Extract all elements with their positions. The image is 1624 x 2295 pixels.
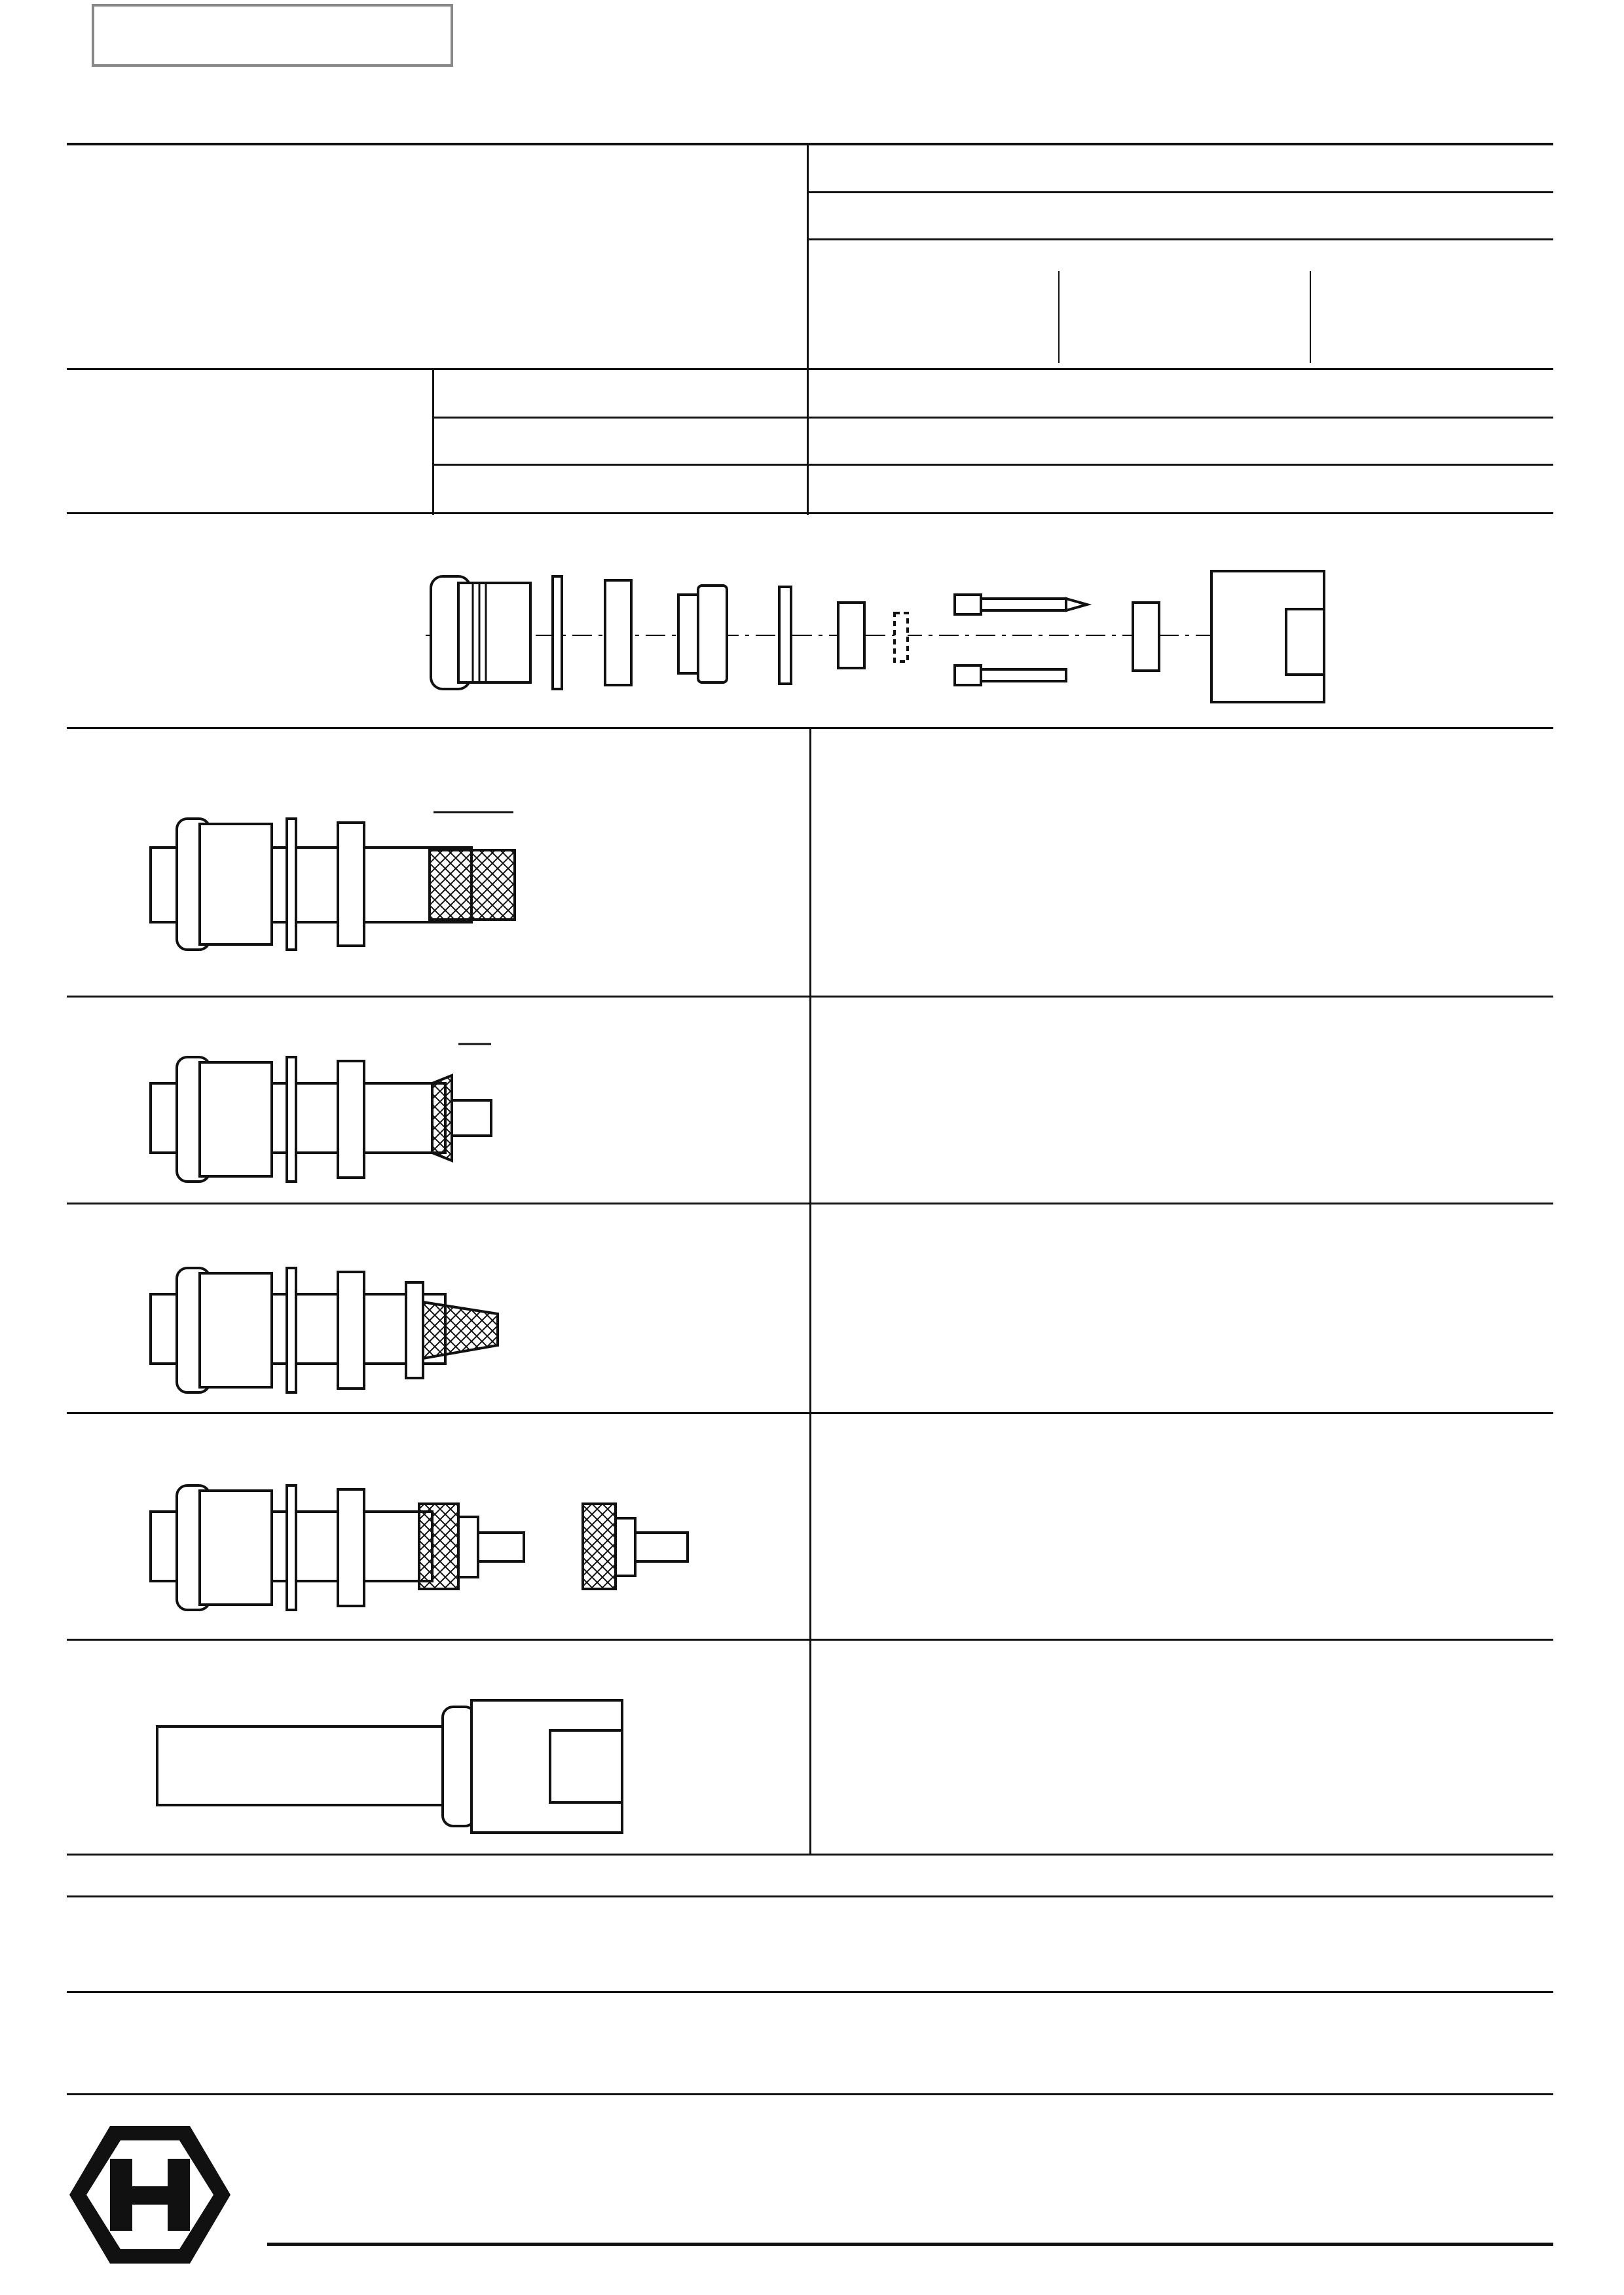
- insulator-f: [458, 1517, 478, 1577]
- gasket-c: [338, 1272, 364, 1389]
- body-k-insert: [550, 1730, 622, 1802]
- washer-b: [287, 1268, 296, 1392]
- rule: [67, 1854, 1553, 1856]
- huber-suhner-logo: [69, 2126, 231, 2264]
- part-h-insulator: [1133, 603, 1159, 671]
- insulator-detail: [616, 1518, 635, 1576]
- rule: [67, 1639, 1553, 1641]
- folded-braid: [419, 1504, 458, 1589]
- part-contact-pin: [955, 595, 1087, 685]
- column-divider: [1310, 271, 1311, 363]
- rule: [67, 512, 1553, 514]
- rule: [67, 2093, 1553, 2095]
- washer-b: [287, 1057, 296, 1182]
- step-2-diagram: [131, 1002, 786, 1199]
- exposed-braid: [430, 850, 515, 920]
- rule: [67, 1991, 1553, 1993]
- part-letter-markers: [419, 517, 1336, 596]
- rule: [808, 191, 1553, 193]
- step-3-diagram: [131, 1210, 786, 1407]
- dielectric: [452, 1100, 491, 1136]
- part-c-gasket: [605, 580, 631, 685]
- part-f-insulator: [838, 603, 864, 668]
- mm-scale: [65, 1902, 524, 1974]
- nut-a-thread: [200, 1491, 272, 1605]
- contact-detail: [635, 1533, 688, 1561]
- step-5-diagram: [131, 1644, 786, 1847]
- column-divider: [432, 368, 434, 515]
- gasket-c: [338, 823, 364, 946]
- nut-a-thread: [200, 1062, 272, 1176]
- rule: [67, 1203, 1553, 1204]
- step-1-diagram: [131, 753, 786, 989]
- clamp-d: [406, 1282, 423, 1378]
- washer-b: [287, 1485, 296, 1610]
- rule: [67, 1895, 1553, 1897]
- footer-rule: [267, 2243, 1553, 2246]
- part-d-clamp: [678, 586, 727, 682]
- column-divider: [1058, 271, 1060, 363]
- step-4-diagram: [131, 1420, 799, 1636]
- back-to-main-menu-button[interactable]: [92, 4, 453, 67]
- part-e-bushing: [779, 587, 791, 684]
- rule: [67, 996, 1553, 998]
- header-rule: [67, 143, 1553, 145]
- column-divider: [807, 144, 809, 515]
- gasket-c: [338, 1489, 364, 1606]
- cable-jacket: [157, 1726, 445, 1805]
- rule: [808, 238, 1553, 240]
- nut-a-thread: [200, 1273, 272, 1387]
- washer-b: [287, 819, 296, 950]
- gasket-c: [338, 1061, 364, 1178]
- contact-g: [478, 1533, 524, 1561]
- rule: [434, 417, 1553, 419]
- part-l-gasket: [895, 613, 908, 662]
- rule: [67, 368, 1553, 370]
- tapered-braid: [423, 1302, 498, 1358]
- widened-braid: [432, 1075, 452, 1161]
- gasket-l-detail: [583, 1504, 616, 1589]
- rule: [67, 1412, 1553, 1414]
- nut-a-thread: [200, 824, 272, 944]
- column-divider: [809, 727, 811, 1854]
- rule: [434, 464, 1553, 466]
